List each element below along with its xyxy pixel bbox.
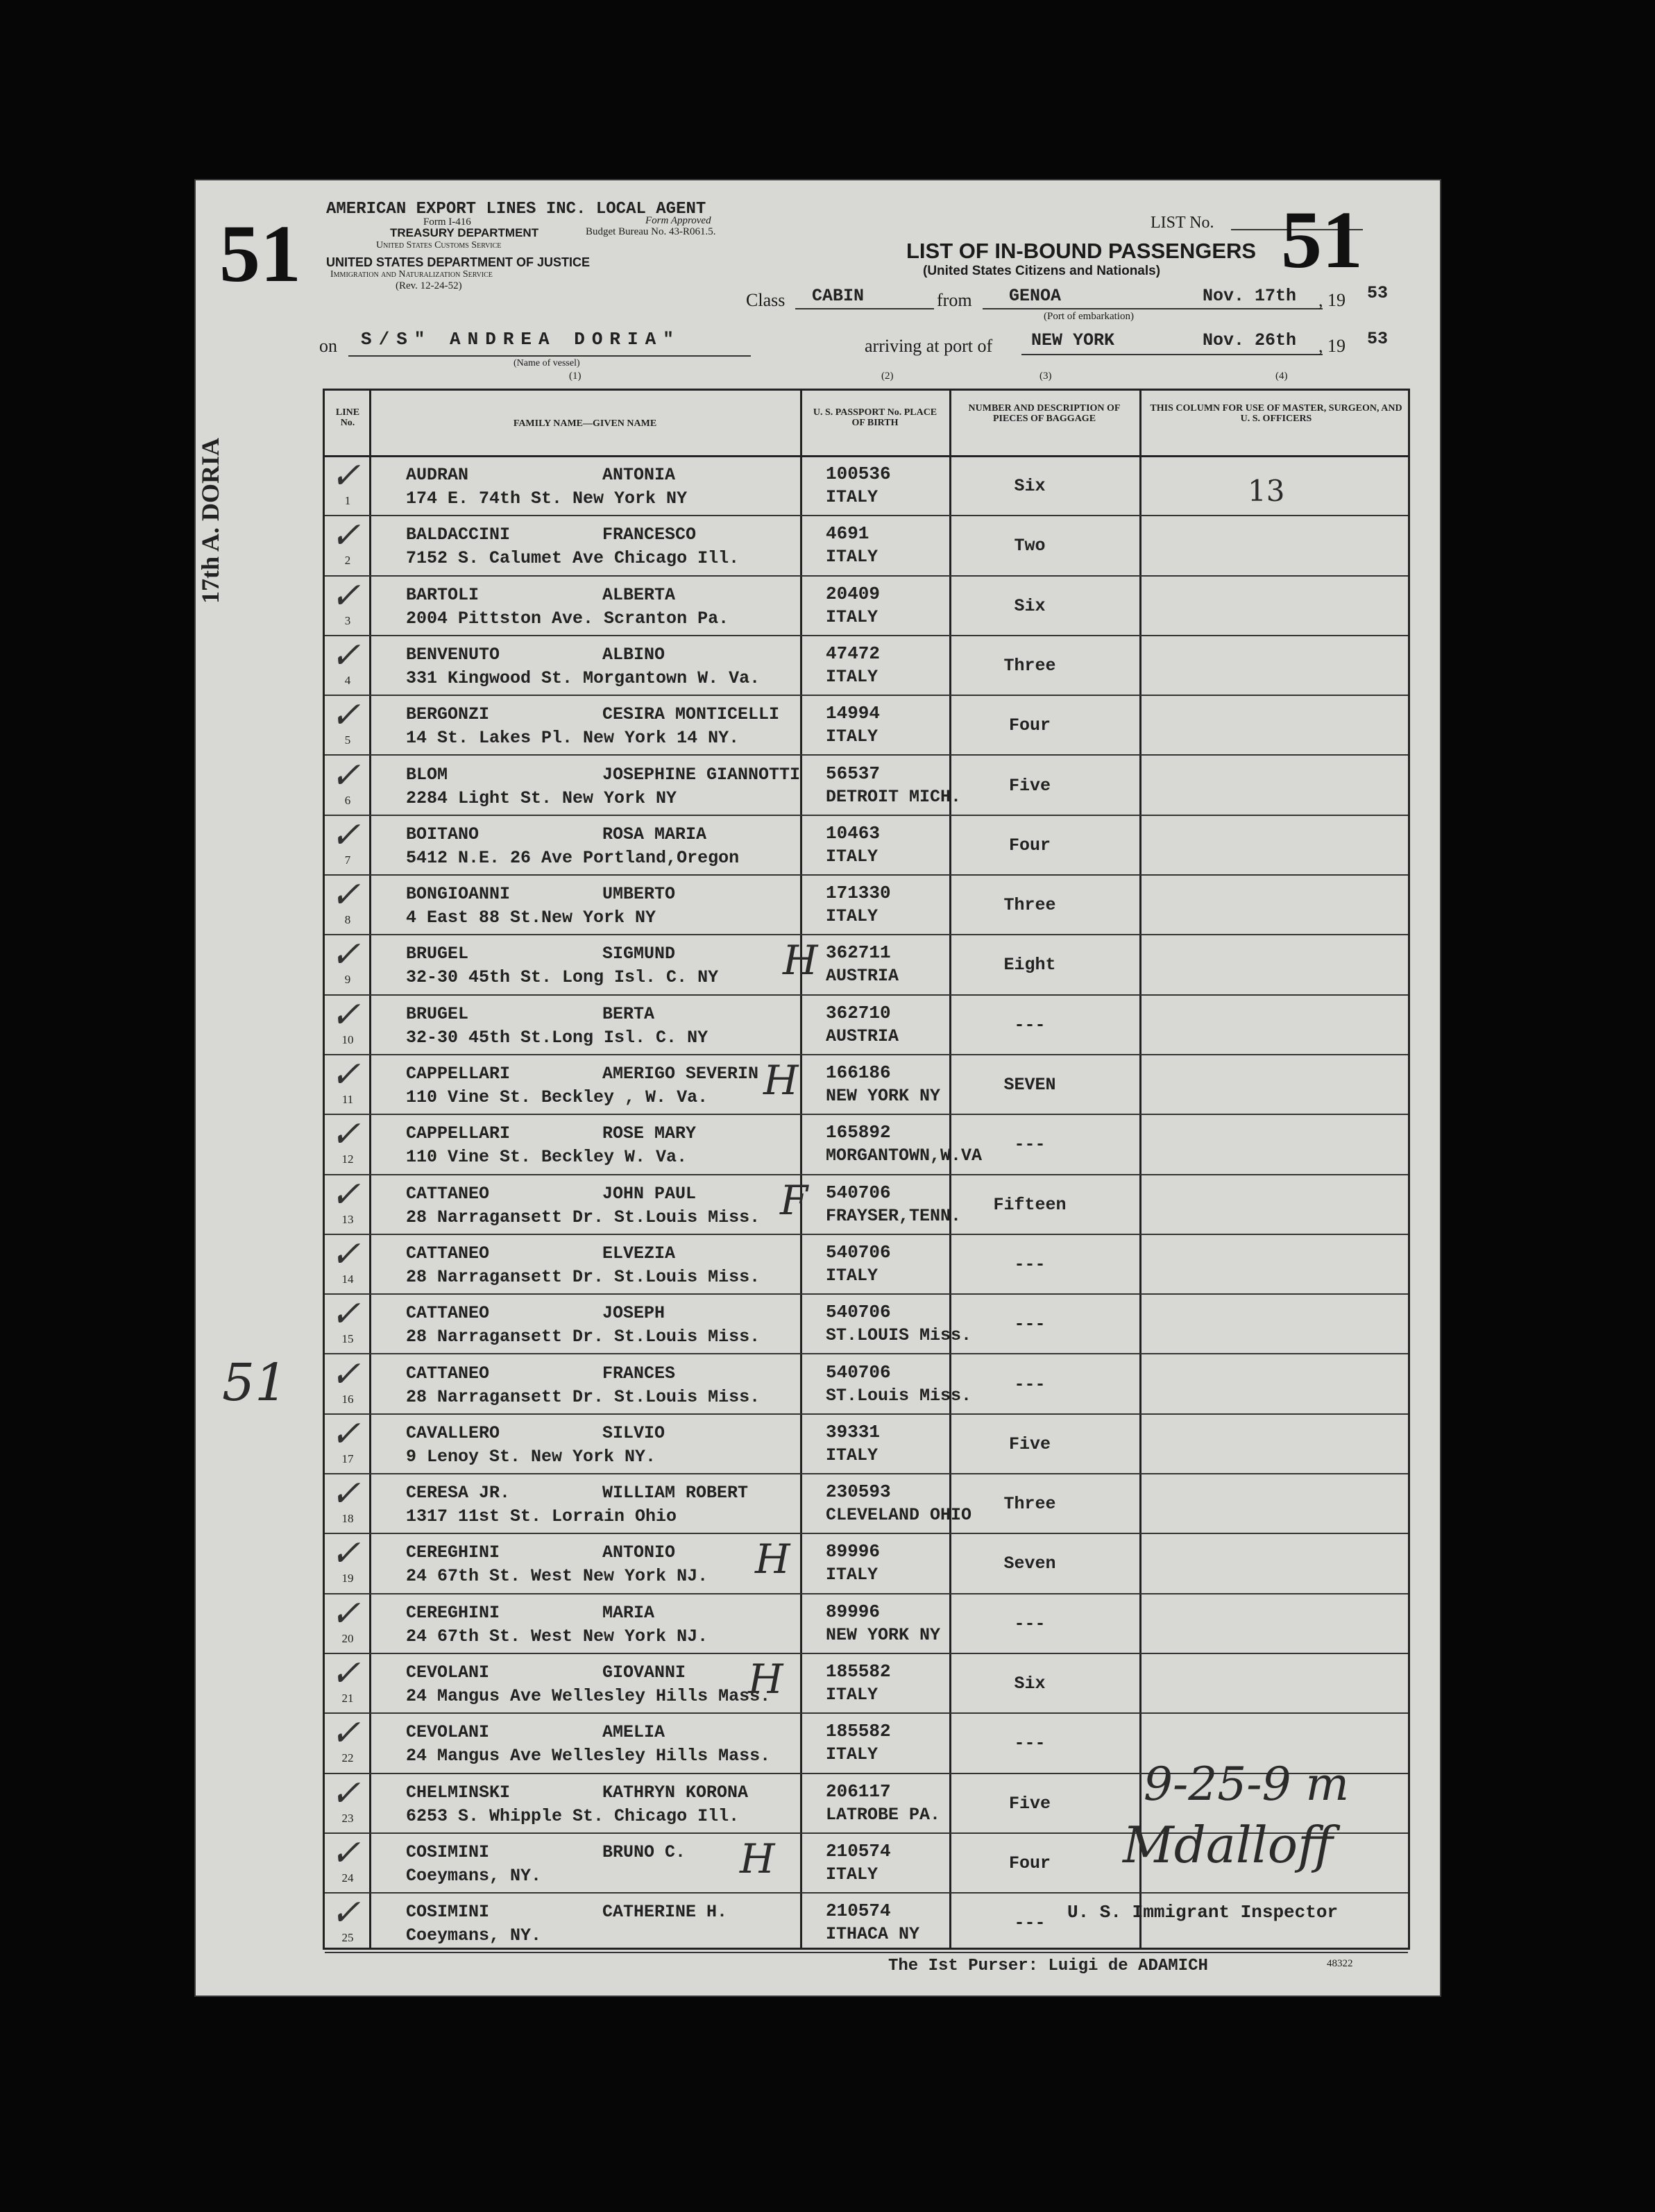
baggage-count: Three xyxy=(1003,895,1056,916)
vessel-name: S/S" ANDREA DORIA" xyxy=(361,329,681,350)
table-row xyxy=(325,755,1408,816)
port-embark-caption: (Port of embarkation) xyxy=(1044,311,1134,322)
family-name: BALDACCINI xyxy=(406,525,511,545)
table-row xyxy=(325,455,1408,516)
line-number: 10 xyxy=(341,1032,354,1046)
from-label: from xyxy=(937,290,972,310)
family-name: BRUGEL xyxy=(406,1003,469,1024)
inspector-signature: Mdalloff xyxy=(1123,1816,1334,1874)
place-of-birth: FRAYSER,TENN. xyxy=(826,1205,962,1226)
place-of-birth: MORGANTOWN,W.VA xyxy=(826,1146,983,1166)
passport-number: 230593 xyxy=(826,1481,891,1503)
check-mark: ✓ xyxy=(330,1832,361,1874)
baggage-count: Six xyxy=(1014,595,1046,616)
vessel-underline xyxy=(348,355,751,357)
address: 110 Vine St. Beckley W. Va. xyxy=(406,1147,688,1168)
address: 14 St. Lakes Pl. New York 14 NY. xyxy=(406,728,740,749)
line-number: 4 xyxy=(344,673,351,687)
check-mark: ✓ xyxy=(330,1173,361,1216)
baggage-count: Three xyxy=(1003,655,1056,676)
place-of-birth: ITALY xyxy=(826,606,879,627)
baggage-count: --- xyxy=(1014,1014,1046,1035)
table-row xyxy=(325,1653,1408,1714)
baggage-count: Four xyxy=(1008,1853,1051,1873)
address: 331 Kingwood St. Morgantown W. Va. xyxy=(406,667,761,688)
corner-list-number: 51 xyxy=(219,208,301,299)
line-number: 22 xyxy=(341,1751,354,1765)
place-of-birth: ITALY xyxy=(826,1565,879,1585)
form-revision: (Rev. 12-24-52) xyxy=(396,280,462,291)
line-number: 23 xyxy=(341,1811,354,1825)
given-name: ELVEZIA xyxy=(602,1243,676,1264)
baggage-count: Six xyxy=(1014,1674,1046,1694)
line-number: 12 xyxy=(341,1152,354,1166)
place-of-birth: ITALY xyxy=(826,726,879,747)
family-name: COSIMINI xyxy=(406,1841,490,1862)
family-name: AUDRAN xyxy=(406,465,469,485)
address: Coeymans, NY. xyxy=(406,1925,542,1946)
column-number-2: (2) xyxy=(881,371,894,382)
given-name: ALBINO xyxy=(602,644,665,665)
passport-number: 56537 xyxy=(826,763,881,784)
arriving-port: NEW YORK xyxy=(1031,330,1115,350)
check-mark: ✓ xyxy=(330,1353,361,1395)
table-row xyxy=(325,1293,1408,1354)
arriving-underline xyxy=(1021,354,1323,355)
check-mark: ✓ xyxy=(330,1533,361,1575)
handwritten-mark: H xyxy=(740,1835,775,1882)
passport-number: 540706 xyxy=(826,1241,891,1263)
baggage-count: Five xyxy=(1008,1793,1051,1814)
officer-count: 13 xyxy=(1248,474,1285,508)
check-mark: ✓ xyxy=(330,695,361,737)
baggage-count: --- xyxy=(1014,1254,1046,1275)
passport-number: 4691 xyxy=(826,523,869,545)
baggage-count: --- xyxy=(1014,1913,1046,1934)
line-number: 1 xyxy=(344,494,351,507)
year-prefix-1: , 19 xyxy=(1318,290,1346,310)
line-number: 21 xyxy=(341,1692,354,1705)
arriving-date: Nov. 26th xyxy=(1203,330,1297,350)
address: 110 Vine St. Beckley , W. Va. xyxy=(406,1087,708,1107)
given-name: ROSA MARIA xyxy=(602,824,707,844)
given-name: FRANCES xyxy=(602,1363,676,1384)
address: 24 67th St. West New York NJ. xyxy=(406,1626,708,1647)
passport-number: 540706 xyxy=(826,1182,891,1203)
address: 1317 11st St. Lorrain Ohio xyxy=(406,1506,677,1527)
place-of-birth: ITALY xyxy=(826,666,879,687)
handwritten-mark: H xyxy=(748,1656,783,1703)
baggage-count: Fifteen xyxy=(993,1194,1067,1215)
passport-number: 47472 xyxy=(826,643,881,664)
header-officers: THIS COLUMN FOR USE OF MASTER, SURGEON, AND U. S. OFFICERS xyxy=(1150,403,1402,424)
baggage-count: Five xyxy=(1008,1433,1051,1454)
check-mark: ✓ xyxy=(330,575,361,617)
check-mark: ✓ xyxy=(330,874,361,917)
table-row xyxy=(325,994,1408,1055)
passport-number: 210574 xyxy=(826,1900,891,1922)
side-stamp: 17th A. DORIA xyxy=(196,437,224,604)
place-of-birth: LATROBE PA. xyxy=(826,1804,941,1825)
form-code: 48322 xyxy=(1327,1958,1353,1969)
check-mark: ✓ xyxy=(330,1592,361,1635)
place-of-birth: ITALY xyxy=(826,846,879,867)
line-number: 6 xyxy=(344,793,351,807)
check-mark: ✓ xyxy=(330,1293,361,1336)
passport-number: 89996 xyxy=(826,1601,881,1622)
given-name: SILVIO xyxy=(602,1422,665,1443)
column-number-4: (4) xyxy=(1275,371,1288,382)
passenger-table xyxy=(323,389,1410,1950)
baggage-count: Two xyxy=(1014,536,1046,556)
given-name: ANTONIO xyxy=(602,1542,676,1563)
line-number: 25 xyxy=(341,1931,354,1945)
place-of-birth: AUSTRIA xyxy=(826,1026,899,1046)
table-row xyxy=(325,1354,1408,1415)
passport-number: 89996 xyxy=(826,1541,881,1563)
line-number: 16 xyxy=(341,1392,354,1406)
passport-number: 362710 xyxy=(826,1002,891,1023)
passport-number: 165892 xyxy=(826,1122,891,1143)
address: 28 Narragansett Dr. St.Louis Miss. xyxy=(406,1386,761,1407)
address: 28 Narragansett Dr. St.Louis Miss. xyxy=(406,1327,761,1347)
family-name: CAPPELLARI xyxy=(406,1123,511,1144)
line-number: 19 xyxy=(341,1572,354,1585)
table-row xyxy=(325,815,1408,876)
address: 24 Mangus Ave Wellesley Hills Mass. xyxy=(406,1746,771,1767)
line-number: 8 xyxy=(344,913,351,927)
table-row xyxy=(325,1413,1408,1474)
baggage-count: Eight xyxy=(1003,955,1056,976)
table-row xyxy=(325,1234,1408,1295)
line-number: 11 xyxy=(341,1093,354,1106)
passport-number: 540706 xyxy=(826,1302,891,1323)
header-name: FAMILY NAME—GIVEN NAME xyxy=(513,418,657,429)
embark-port: GENOA xyxy=(1009,286,1062,306)
table-row xyxy=(325,695,1408,756)
family-name: BERGONZI xyxy=(406,704,490,725)
address: 7152 S. Calumet Ave Chicago Ill. xyxy=(406,548,740,569)
table-row xyxy=(325,874,1408,935)
check-mark: ✓ xyxy=(330,1772,361,1814)
place-of-birth: CLEVELAND OHIO xyxy=(826,1505,972,1526)
place-of-birth: NEW YORK NY xyxy=(826,1624,941,1645)
address: 5412 N.E. 26 Ave Portland,Oregon xyxy=(406,847,740,868)
manifest-sheet xyxy=(194,179,1441,1997)
purser-line: The Ist Purser: Luigi de ADAMICH xyxy=(888,1957,1208,1975)
check-mark: ✓ xyxy=(330,634,361,677)
line-number: 2 xyxy=(344,554,351,568)
list-no-label: LIST No. xyxy=(1151,214,1214,232)
family-name: CAVALLERO xyxy=(406,1422,500,1443)
given-name: AMELIA xyxy=(602,1722,665,1743)
year-2: 53 xyxy=(1367,329,1389,349)
passport-number: 185582 xyxy=(826,1721,891,1742)
line-number: 20 xyxy=(341,1631,354,1645)
arriving-label: arriving at port of xyxy=(865,336,993,356)
given-name: BERTA xyxy=(602,1003,655,1024)
form-subtitle: (United States Citizens and Nationals) xyxy=(923,264,1161,278)
address: 32-30 45th St.Long Isl. C. NY xyxy=(406,1027,708,1048)
passport-number: 10463 xyxy=(826,822,881,844)
baggage-count: Four xyxy=(1008,715,1051,736)
place-of-birth: NEW YORK NY xyxy=(826,1086,941,1106)
baggage-count: Three xyxy=(1003,1494,1056,1515)
line-number: 5 xyxy=(344,733,351,747)
place-of-birth: ITALY xyxy=(826,487,879,507)
place-of-birth: ITALY xyxy=(826,1864,879,1885)
baggage-count: Four xyxy=(1008,835,1051,856)
passport-number: 210574 xyxy=(826,1840,891,1862)
check-mark: ✓ xyxy=(330,814,361,856)
address: 32-30 45th St. Long Isl. C. NY xyxy=(406,967,719,988)
family-name: CEREGHINI xyxy=(406,1602,500,1623)
line-number: 9 xyxy=(344,973,351,987)
family-name: CATTANEO xyxy=(406,1183,490,1204)
line-number: 24 xyxy=(341,1871,354,1885)
line-number: 3 xyxy=(344,613,351,627)
family-name: BENVENUTO xyxy=(406,644,500,665)
table-row xyxy=(325,934,1408,995)
passport-number: 14994 xyxy=(826,703,881,724)
passport-number: 20409 xyxy=(826,583,881,604)
address: 24 67th St. West New York NJ. xyxy=(406,1566,708,1587)
form-approved: Form Approved xyxy=(645,215,711,226)
table-row xyxy=(325,1174,1408,1235)
check-mark: ✓ xyxy=(330,994,361,1036)
form-title: LIST OF IN-BOUND PASSENGERS xyxy=(906,239,1257,263)
passport-number: 166186 xyxy=(826,1062,891,1083)
side-mark: 51 xyxy=(222,1353,288,1413)
line-number: 14 xyxy=(341,1272,354,1286)
table-row xyxy=(325,1533,1408,1594)
given-name: CESIRA MONTICELLI xyxy=(602,704,780,725)
family-name: CEVOLANI xyxy=(406,1722,490,1743)
agent-line: AMERICAN EXPORT LINES INC. LOCAL AGENT xyxy=(326,200,706,219)
family-name: CATTANEO xyxy=(406,1363,490,1384)
place-of-birth: ITALY xyxy=(826,1265,879,1286)
line-number: 17 xyxy=(341,1452,354,1465)
check-mark: ✓ xyxy=(330,1054,361,1096)
place-of-birth: ITALY xyxy=(826,547,879,568)
budget-bureau: Budget Bureau No. 43-R061.5. xyxy=(586,226,716,237)
passport-number: 100536 xyxy=(826,463,891,484)
address: 6253 S. Whipple St. Chicago Ill. xyxy=(406,1805,740,1826)
address: 2004 Pittston Ave. Scranton Pa. xyxy=(406,608,729,629)
place-of-birth: ITALY xyxy=(826,1744,879,1765)
baggage-count: --- xyxy=(1014,1613,1046,1634)
baggage-count: --- xyxy=(1014,1733,1046,1754)
baggage-count: Seven xyxy=(1003,1554,1056,1574)
given-name: WILLIAM ROBERT xyxy=(602,1483,749,1504)
given-name: GIOVANNI xyxy=(602,1662,686,1683)
family-name: CERESA JR. xyxy=(406,1483,511,1504)
table-row xyxy=(325,1593,1408,1654)
family-name: COSIMINI xyxy=(406,1902,490,1923)
place-of-birth: AUSTRIA xyxy=(826,966,899,987)
check-mark: ✓ xyxy=(330,455,361,497)
family-name: BOITANO xyxy=(406,824,479,844)
given-name: JOHN PAUL xyxy=(602,1183,697,1204)
column-number-1: (1) xyxy=(569,371,582,382)
check-mark: ✓ xyxy=(330,1233,361,1275)
family-name: BONGIOANNI xyxy=(406,884,511,905)
class-value: CABIN xyxy=(812,286,865,306)
address: 4 East 88 St.New York NY xyxy=(406,908,656,928)
passport-number: 39331 xyxy=(826,1421,881,1443)
handwritten-date: 9-25-9 m xyxy=(1144,1758,1350,1811)
place-of-birth: DETROIT MICH. xyxy=(826,786,962,807)
table-row xyxy=(325,575,1408,636)
given-name: MARIA xyxy=(602,1602,655,1623)
inspector-title: U. S. Immigrant Inspector xyxy=(1067,1902,1339,1923)
baggage-count: Six xyxy=(1014,476,1046,496)
handwritten-mark: H xyxy=(763,1057,799,1104)
given-name: BRUNO C. xyxy=(602,1841,686,1862)
baggage-count: --- xyxy=(1014,1374,1046,1395)
family-name: BARTOLI xyxy=(406,584,479,605)
table-header xyxy=(325,391,1408,457)
family-name: CAPPELLARI xyxy=(406,1064,511,1084)
passport-number: 206117 xyxy=(826,1780,891,1802)
family-name: CATTANEO xyxy=(406,1303,490,1324)
list-number-value: 51 xyxy=(1281,194,1363,285)
address: 28 Narragansett Dr. St.Louis Miss. xyxy=(406,1207,761,1227)
passport-number: 171330 xyxy=(826,883,891,904)
family-name: BRUGEL xyxy=(406,944,469,964)
class-underline xyxy=(795,308,934,309)
check-mark: ✓ xyxy=(330,1712,361,1755)
check-mark: ✓ xyxy=(330,1473,361,1515)
family-name: CEVOLANI xyxy=(406,1662,490,1683)
line-number: 15 xyxy=(341,1332,354,1346)
form-number: Form I-416 xyxy=(423,216,471,228)
table-row xyxy=(325,1473,1408,1534)
check-mark: ✓ xyxy=(330,1892,361,1934)
embark-date: Nov. 17th xyxy=(1203,286,1297,306)
table-row xyxy=(325,1114,1408,1175)
treasury-dept: TREASURY DEPARTMENT xyxy=(390,226,539,239)
place-of-birth: ITALY xyxy=(826,1685,879,1705)
given-name: CATHERINE H. xyxy=(602,1902,728,1923)
vessel-caption: (Name of vessel) xyxy=(514,358,580,368)
column-number-3: (3) xyxy=(1039,371,1052,382)
given-name: UMBERTO xyxy=(602,884,676,905)
given-name: AMERIGO SEVERIN xyxy=(602,1064,759,1084)
address: 24 Mangus Ave Wellesley Hills Mass. xyxy=(406,1686,771,1706)
ins-service: Immigration and Naturalization Service xyxy=(330,269,493,280)
handwritten-mark: H xyxy=(783,937,818,985)
address: 9 Lenoy St. New York NY. xyxy=(406,1446,656,1467)
passport-number: 185582 xyxy=(826,1661,891,1682)
baggage-count: SEVEN xyxy=(1003,1075,1056,1095)
check-mark: ✓ xyxy=(330,934,361,976)
table-row xyxy=(325,515,1408,576)
line-number: 13 xyxy=(341,1212,354,1226)
year-prefix-2: , 19 xyxy=(1318,336,1346,356)
given-name: JOSEPH xyxy=(602,1303,665,1324)
given-name: ALBERTA xyxy=(602,584,676,605)
handwritten-mark: H xyxy=(755,1535,790,1583)
check-mark: ✓ xyxy=(330,1653,361,1694)
passport-number: 362711 xyxy=(826,942,891,964)
place-of-birth: ST.LOUIS Miss. xyxy=(826,1325,972,1346)
family-name: CATTANEO xyxy=(406,1243,490,1264)
address: 2284 Light St. New York NY xyxy=(406,788,677,808)
given-name: ROSE MARY xyxy=(602,1123,697,1144)
given-name: ANTONIA xyxy=(602,465,676,485)
justice-dept: UNITED STATES DEPARTMENT OF JUSTICE xyxy=(326,255,591,269)
baggage-count: --- xyxy=(1014,1314,1046,1335)
place-of-birth: ITALY xyxy=(826,906,879,927)
address: 28 Narragansett Dr. St.Louis Miss. xyxy=(406,1266,761,1287)
customs-service: United States Customs Service xyxy=(376,240,502,250)
place-of-birth: ITHACA NY xyxy=(826,1924,920,1945)
from-underline xyxy=(983,308,1323,309)
table-row xyxy=(325,635,1408,696)
given-name: FRANCESCO xyxy=(602,525,697,545)
check-mark: ✓ xyxy=(330,515,361,557)
handwritten-mark: F xyxy=(780,1176,808,1224)
on-label: on xyxy=(319,336,337,356)
place-of-birth: ITALY xyxy=(826,1445,879,1465)
passport-number: 540706 xyxy=(826,1361,891,1383)
year-1: 53 xyxy=(1367,283,1389,303)
line-number: 7 xyxy=(344,853,351,867)
address: Coeymans, NY. xyxy=(406,1865,542,1886)
baggage-count: --- xyxy=(1014,1134,1046,1155)
baggage-count: Five xyxy=(1008,775,1051,796)
header-passport: U. S. PASSPORT No. PLACE OF BIRTH xyxy=(813,407,937,428)
header-baggage: NUMBER AND DESCRIPTION OF PIECES OF BAGGAGE xyxy=(968,403,1121,424)
given-name: KATHRYN KORONA xyxy=(602,1782,749,1803)
family-name: CEREGHINI xyxy=(406,1542,500,1563)
given-name: JOSEPHINE GIANNOTTI xyxy=(602,764,801,785)
class-label: Class xyxy=(746,290,786,310)
check-mark: ✓ xyxy=(330,1114,361,1156)
family-name: BLOM xyxy=(406,764,448,785)
place-of-birth: ST.Louis Miss. xyxy=(826,1385,972,1406)
check-mark: ✓ xyxy=(330,1413,361,1455)
line-number: 18 xyxy=(341,1512,354,1526)
header-line-no: LINE No. xyxy=(335,407,360,428)
table-row xyxy=(325,1054,1408,1115)
address: 174 E. 74th St. New York NY xyxy=(406,488,688,509)
check-mark: ✓ xyxy=(330,754,361,797)
family-name: CHELMINSKI xyxy=(406,1782,511,1803)
given-name: SIGMUND xyxy=(602,944,676,964)
